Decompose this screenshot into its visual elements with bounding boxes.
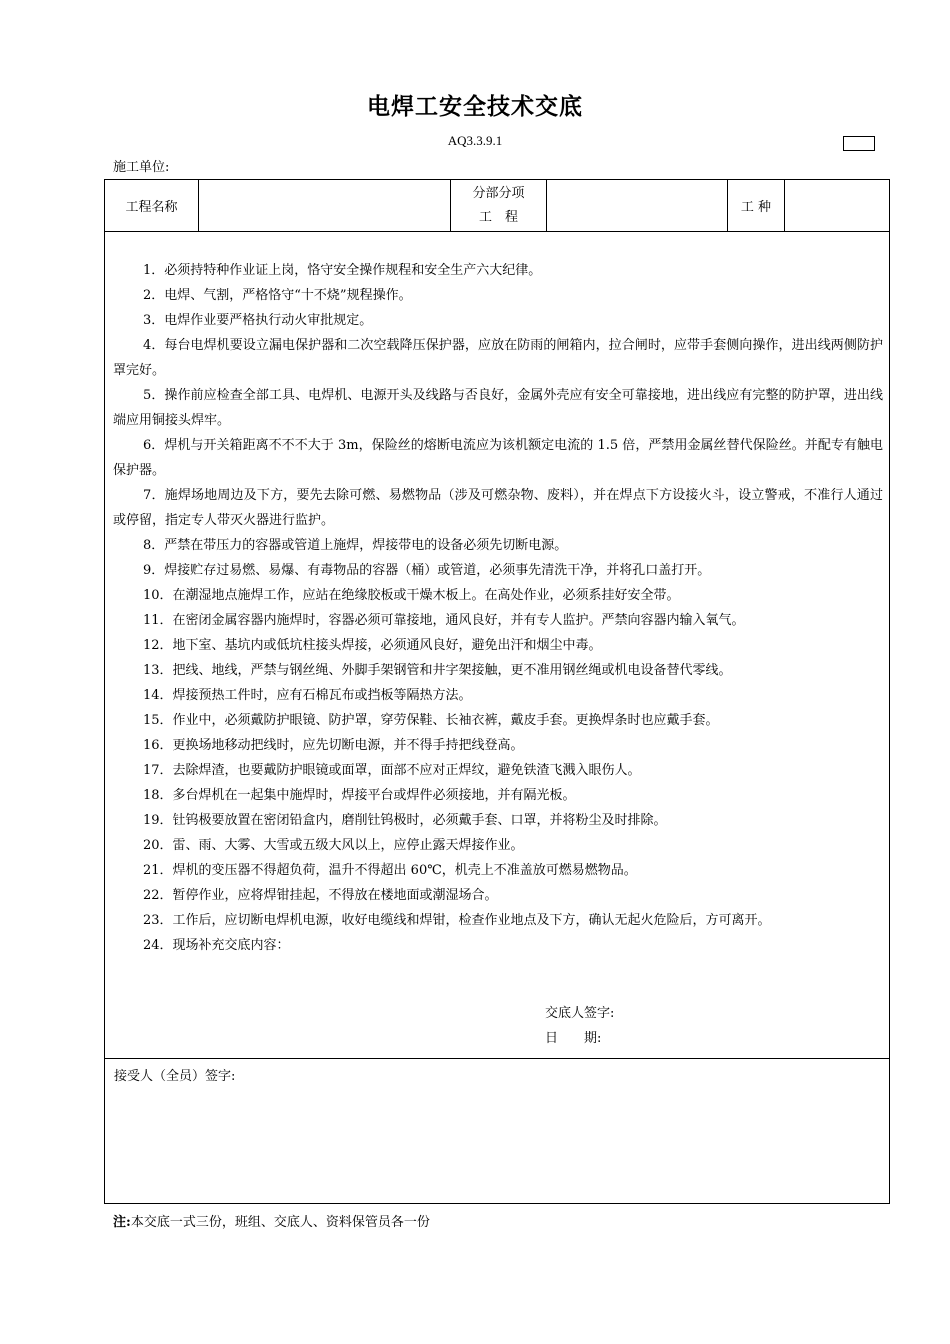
safety-item: 15．作业中，必须戴防护眼镜、防护罩，穿劳保鞋、长袖衣裤，戴皮手套。更换焊条时也应戴手套。 (143, 713, 719, 728)
safety-item: 17．去除焊渣，也要戴防护眼镜或面罩，面部不应对正焊纹，避免铁渣飞溅入眼伤人。 (143, 763, 641, 778)
safety-item: 22．暂停作业，应将焊钳挂起，不得放在楼地面或潮湿场合。 (143, 888, 498, 903)
safety-item: 16．更换场地移动把线时，应先切断电源，并不得手持把线登高。 (143, 738, 524, 753)
safety-item: 3．电焊作业要严格执行动火审批规定。 (143, 313, 373, 328)
safety-item: 1．必须持特种作业证上岗，恪守安全操作规程和安全生产六大纪律。 (143, 263, 542, 278)
document-code: AQ3.3.9.1 (447, 133, 503, 148)
safety-item: 10．在潮湿地点施焊工作，应站在绝缘胶板或干燥木板上。在高处作业，必须系挂好安全带。 (143, 588, 680, 603)
footnote-text: 本交底一式三份，班组、交底人、资料保管员各一份 (130, 1215, 430, 1230)
trade-value (785, 180, 890, 231)
sub-project-label (451, 180, 546, 231)
safety-item: 11．在密闭金属容器内施焊时，容器必须可靠接地，通风良好，并有专人监护。严禁向容器内输入氧气。 (143, 613, 745, 628)
safety-item: 14．焊接预热工件时，应有石棉瓦布或挡板等隔热方法。 (143, 688, 472, 703)
trade-label: 工 种 (740, 200, 772, 215)
project-name-value (199, 180, 450, 231)
safety-items-list (113, 258, 883, 958)
safety-item: 20．雷、雨、大雾、大雪或五级大风以上，应停止露天焊接作业。 (143, 838, 524, 853)
safety-item: 24．现场补充交底内容： (143, 938, 290, 953)
disclosure-content (105, 232, 889, 1059)
safety-item: 4．每台电焊机要设立漏电保护器和二次空载降压保护器，应放在防雨的闸箱内，拉合闸时，应带手套侧向操作，进出线两侧防护罩完好。 (113, 338, 883, 378)
sub-project-label-line1: 分部分项 (472, 185, 525, 201)
project-name-label: 工程名称 (125, 200, 178, 215)
signer-label: 交底人签字: (545, 1006, 615, 1021)
safety-item: 13．把线、地线，严禁与钢丝绳、外脚手架钢管和井字架接触，更不准用钢丝绳或机电设备替代零线。 (143, 663, 732, 678)
safety-item: 6．焊机与开关箱距离不不不大于 3m，保险丝的熔断电流应为该机额定电流的 1.5 倍，严禁用金属丝替代保险丝。并配专有触电保护器。 (113, 438, 883, 478)
safety-item: 19．钍钨极要放置在密闭铅盒内，磨削钍钨极时，必须戴手套、口罩，并将粉尘及时排除。 (143, 813, 667, 828)
document-title: 电焊工安全技术交底 (367, 94, 583, 120)
sub-project-label-line2: 工 程 (478, 209, 518, 225)
table-header-row (105, 180, 889, 232)
number-box (843, 136, 875, 151)
footnote-prefix: 注: (113, 1215, 131, 1230)
sub-project-value (547, 180, 727, 231)
safety-item: 18．多台焊机在一起集中施焊时，焊接平台或焊件必须接地，并有隔光板。 (143, 788, 576, 803)
safety-item: 12．地下室、基坑内或低坑柱接头焊接，必须通风良好，避免出汗和烟尘中毒。 (143, 638, 602, 653)
safety-item: 23．工作后，应切断电焊机电源，收好电缆线和焊钳，检查作业地点及下方，确认无起火危险后，方可离开。 (143, 913, 771, 928)
safety-item: 9．焊接贮存过易燃、易爆、有毒物品的容器（桶）或管道，必须事先清洗干净，并将孔口盖打开。 (143, 563, 711, 578)
safety-item: 2．电焊、气割，严格恪守“十不烧”规程操作。 (143, 288, 412, 303)
safety-item: 5．操作前应检查全部工具、电焊机、电源开头及线路与否良好，金属外壳应有安全可靠接地，进出线应有完整的防护罩，进出线端应用铜接头焊牢。 (113, 388, 883, 428)
construction-unit-label: 施工单位: (113, 160, 170, 175)
date-label: 日 期: (545, 1031, 602, 1046)
disclosure-table (104, 179, 890, 1204)
safety-item: 7．施焊场地周边及下方，要先去除可燃、易燃物品（涉及可燃杂物、废料），并在焊点下方设接火斗，设立警戒，不准行人通过或停留，指定专人带灭火器进行监护。 (113, 488, 883, 528)
footnote (113, 1211, 430, 1230)
safety-item: 21．焊机的变压器不得超负荷，温升不得超出 60℃，机壳上不准盖放可燃易燃物品。 (143, 863, 637, 878)
safety-item: 8．严禁在带压力的容器或管道上施焊，焊接带电的设备必须先切断电源。 (143, 538, 568, 553)
receiver-signature-label: 接受人（全员）签字: (114, 1069, 236, 1084)
